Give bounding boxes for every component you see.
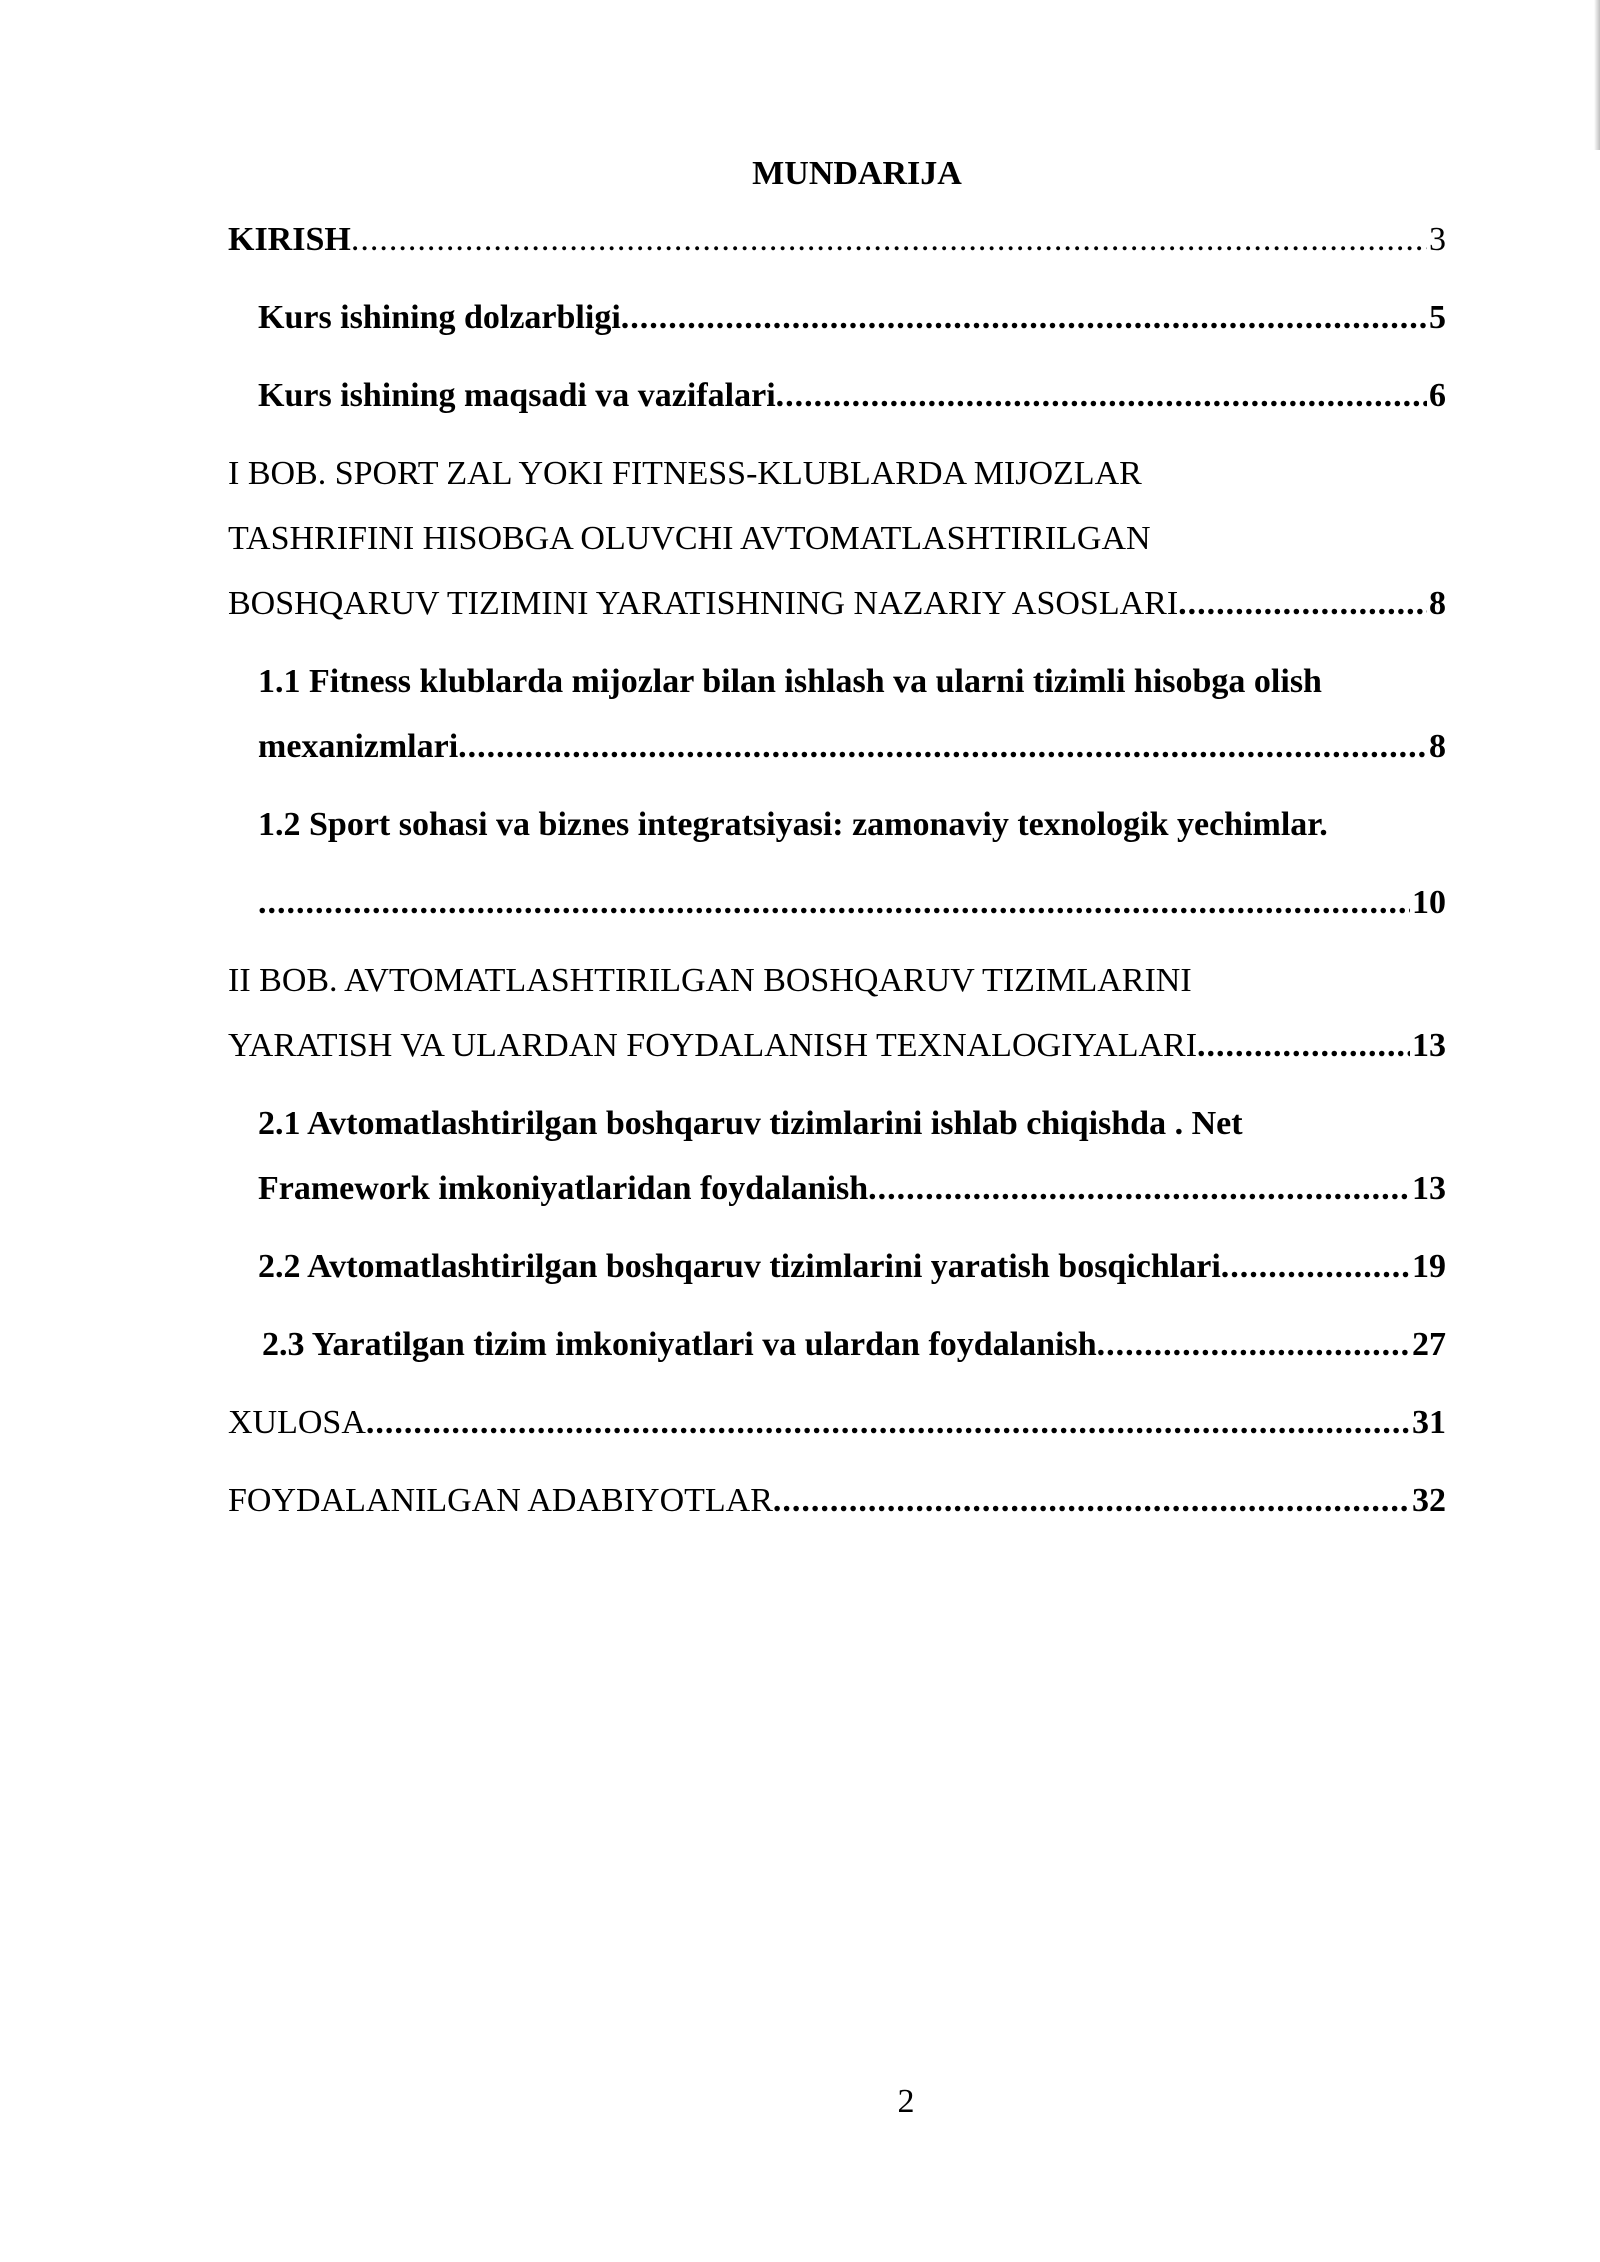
toc-entry-text: FOYDALANILGAN ADABIYOTLAR: [228, 1482, 773, 1519]
toc-entry-text: 2.3 Yaratilgan tizim imkoniyatlari va ulardan foydalanish: [262, 1326, 1097, 1363]
toc-dot-leader: [458, 725, 1427, 769]
toc-entry-text: KIRISH: [228, 221, 351, 258]
toc-dot-leader: [1197, 1024, 1410, 1068]
toc-entry-text: TASHRIFINI HISOBGA OLUVCHI AVTOMATLASHTIRILGAN: [228, 520, 1151, 557]
page-title: MUNDARIJA: [752, 155, 962, 192]
toc-dot-leader: [1097, 1323, 1410, 1367]
toc-entry-section-1-1-line2[interactable]: [258, 721, 1446, 769]
toc-entry-text: 2.2 Avtomatlashtirilgan boshqaruv tizimlarini yaratish bosqichlari: [258, 1248, 1221, 1285]
toc-entry-page: 6: [1429, 377, 1446, 414]
toc-entry-chapter1-line2[interactable]: [228, 513, 1446, 561]
toc-entry-chapter1-line3[interactable]: [228, 578, 1446, 626]
toc-entry-page: 5: [1429, 299, 1446, 336]
toc-entry-text: I BOB. SPORT ZAL YOKI FITNESS-KLUBLARDA MIJOZLAR: [228, 455, 1142, 492]
page-number: 2: [897, 2083, 915, 2120]
toc-entry-page: 8: [1429, 585, 1446, 622]
toc-entry-page: 31: [1412, 1404, 1446, 1441]
toc-entry-text: II BOB. AVTOMATLASHTIRILGAN BOSHQARUV TIZIMLARINI: [228, 962, 1192, 999]
toc-entry-page: 8: [1429, 728, 1446, 765]
toc-entry-section-1-2-line1[interactable]: [258, 799, 1446, 847]
toc-entry-dolzarbligi[interactable]: [258, 292, 1446, 340]
toc-dot-leader: [773, 1479, 1410, 1523]
toc-entry-text: XULOSA: [228, 1404, 366, 1441]
toc-entry-chapter1-line1[interactable]: [228, 448, 1446, 496]
toc-entry-chapter2-line2[interactable]: [228, 1020, 1446, 1068]
toc-entry-section-2-2[interactable]: [258, 1241, 1446, 1289]
toc-entry-page: 19: [1412, 1248, 1446, 1285]
toc-entry-page: 32: [1412, 1482, 1446, 1519]
toc-dot-leader: [1221, 1245, 1410, 1289]
toc-entry-text: 1.2 Sport sohasi va biznes integratsiyasi: zamonaviy texnologik yechimlar.: [258, 806, 1328, 843]
toc-entry-text: BOSHQARUV TIZIMINI YARATISHNING NAZARIY ASOSLARI: [228, 585, 1179, 622]
toc-entry-text: Kurs ishining maqsadi va vazifalari: [258, 377, 776, 414]
toc-entry-page: 13: [1412, 1027, 1446, 1064]
toc-dot-leader: [258, 881, 1410, 925]
toc-entry-text: Kurs ishining dolzarbligi: [258, 299, 621, 336]
toc-entry-maqsadi[interactable]: [258, 370, 1446, 418]
toc-dot-leader: [351, 218, 1427, 262]
toc-entry-page: 10: [1412, 884, 1446, 921]
page-edge-shadow: [1594, 0, 1600, 150]
toc-entry-kirish[interactable]: [228, 214, 1446, 262]
toc-entry-text: mexanizmlari: [258, 728, 459, 765]
toc-entry-text: 2.1 Avtomatlashtirilgan boshqaruv tizimlarini ishlab chiqishda . Net: [258, 1105, 1243, 1142]
toc-entry-chapter2-line1[interactable]: [228, 955, 1446, 1003]
toc-dot-leader: [1178, 582, 1427, 626]
toc-entry-text: 1.1 Fitness klublarda mijozlar bilan ishlash va ularni tizimli hisobga olish: [258, 663, 1322, 700]
toc-entry-section-2-3[interactable]: [262, 1319, 1446, 1367]
toc-entry-section-1-2-line2[interactable]: [258, 877, 1446, 925]
toc-entry-page: 13: [1412, 1170, 1446, 1207]
toc-dot-leader: [868, 1167, 1410, 1211]
toc-dot-leader: [621, 296, 1427, 340]
toc-entry-text: Framework imkoniyatlaridan foydalanish: [258, 1170, 869, 1207]
toc-entry-section-2-1-line2[interactable]: [258, 1163, 1446, 1211]
toc-dot-leader: [776, 374, 1427, 418]
toc-entry-section-2-1-line1[interactable]: [258, 1098, 1446, 1146]
toc-entry-text: YARATISH VA ULARDAN FOYDALANISH TEXNALOGIYALARI: [228, 1027, 1198, 1064]
toc-entry-xulosa[interactable]: [228, 1397, 1446, 1445]
toc-entry-page: 27: [1412, 1326, 1446, 1363]
toc-entry-section-1-1-line1[interactable]: [258, 656, 1446, 704]
toc-entry-page: 3: [1429, 221, 1446, 258]
toc-dot-leader: [366, 1401, 1410, 1445]
toc-entry-adabiyotlar[interactable]: [228, 1475, 1446, 1523]
